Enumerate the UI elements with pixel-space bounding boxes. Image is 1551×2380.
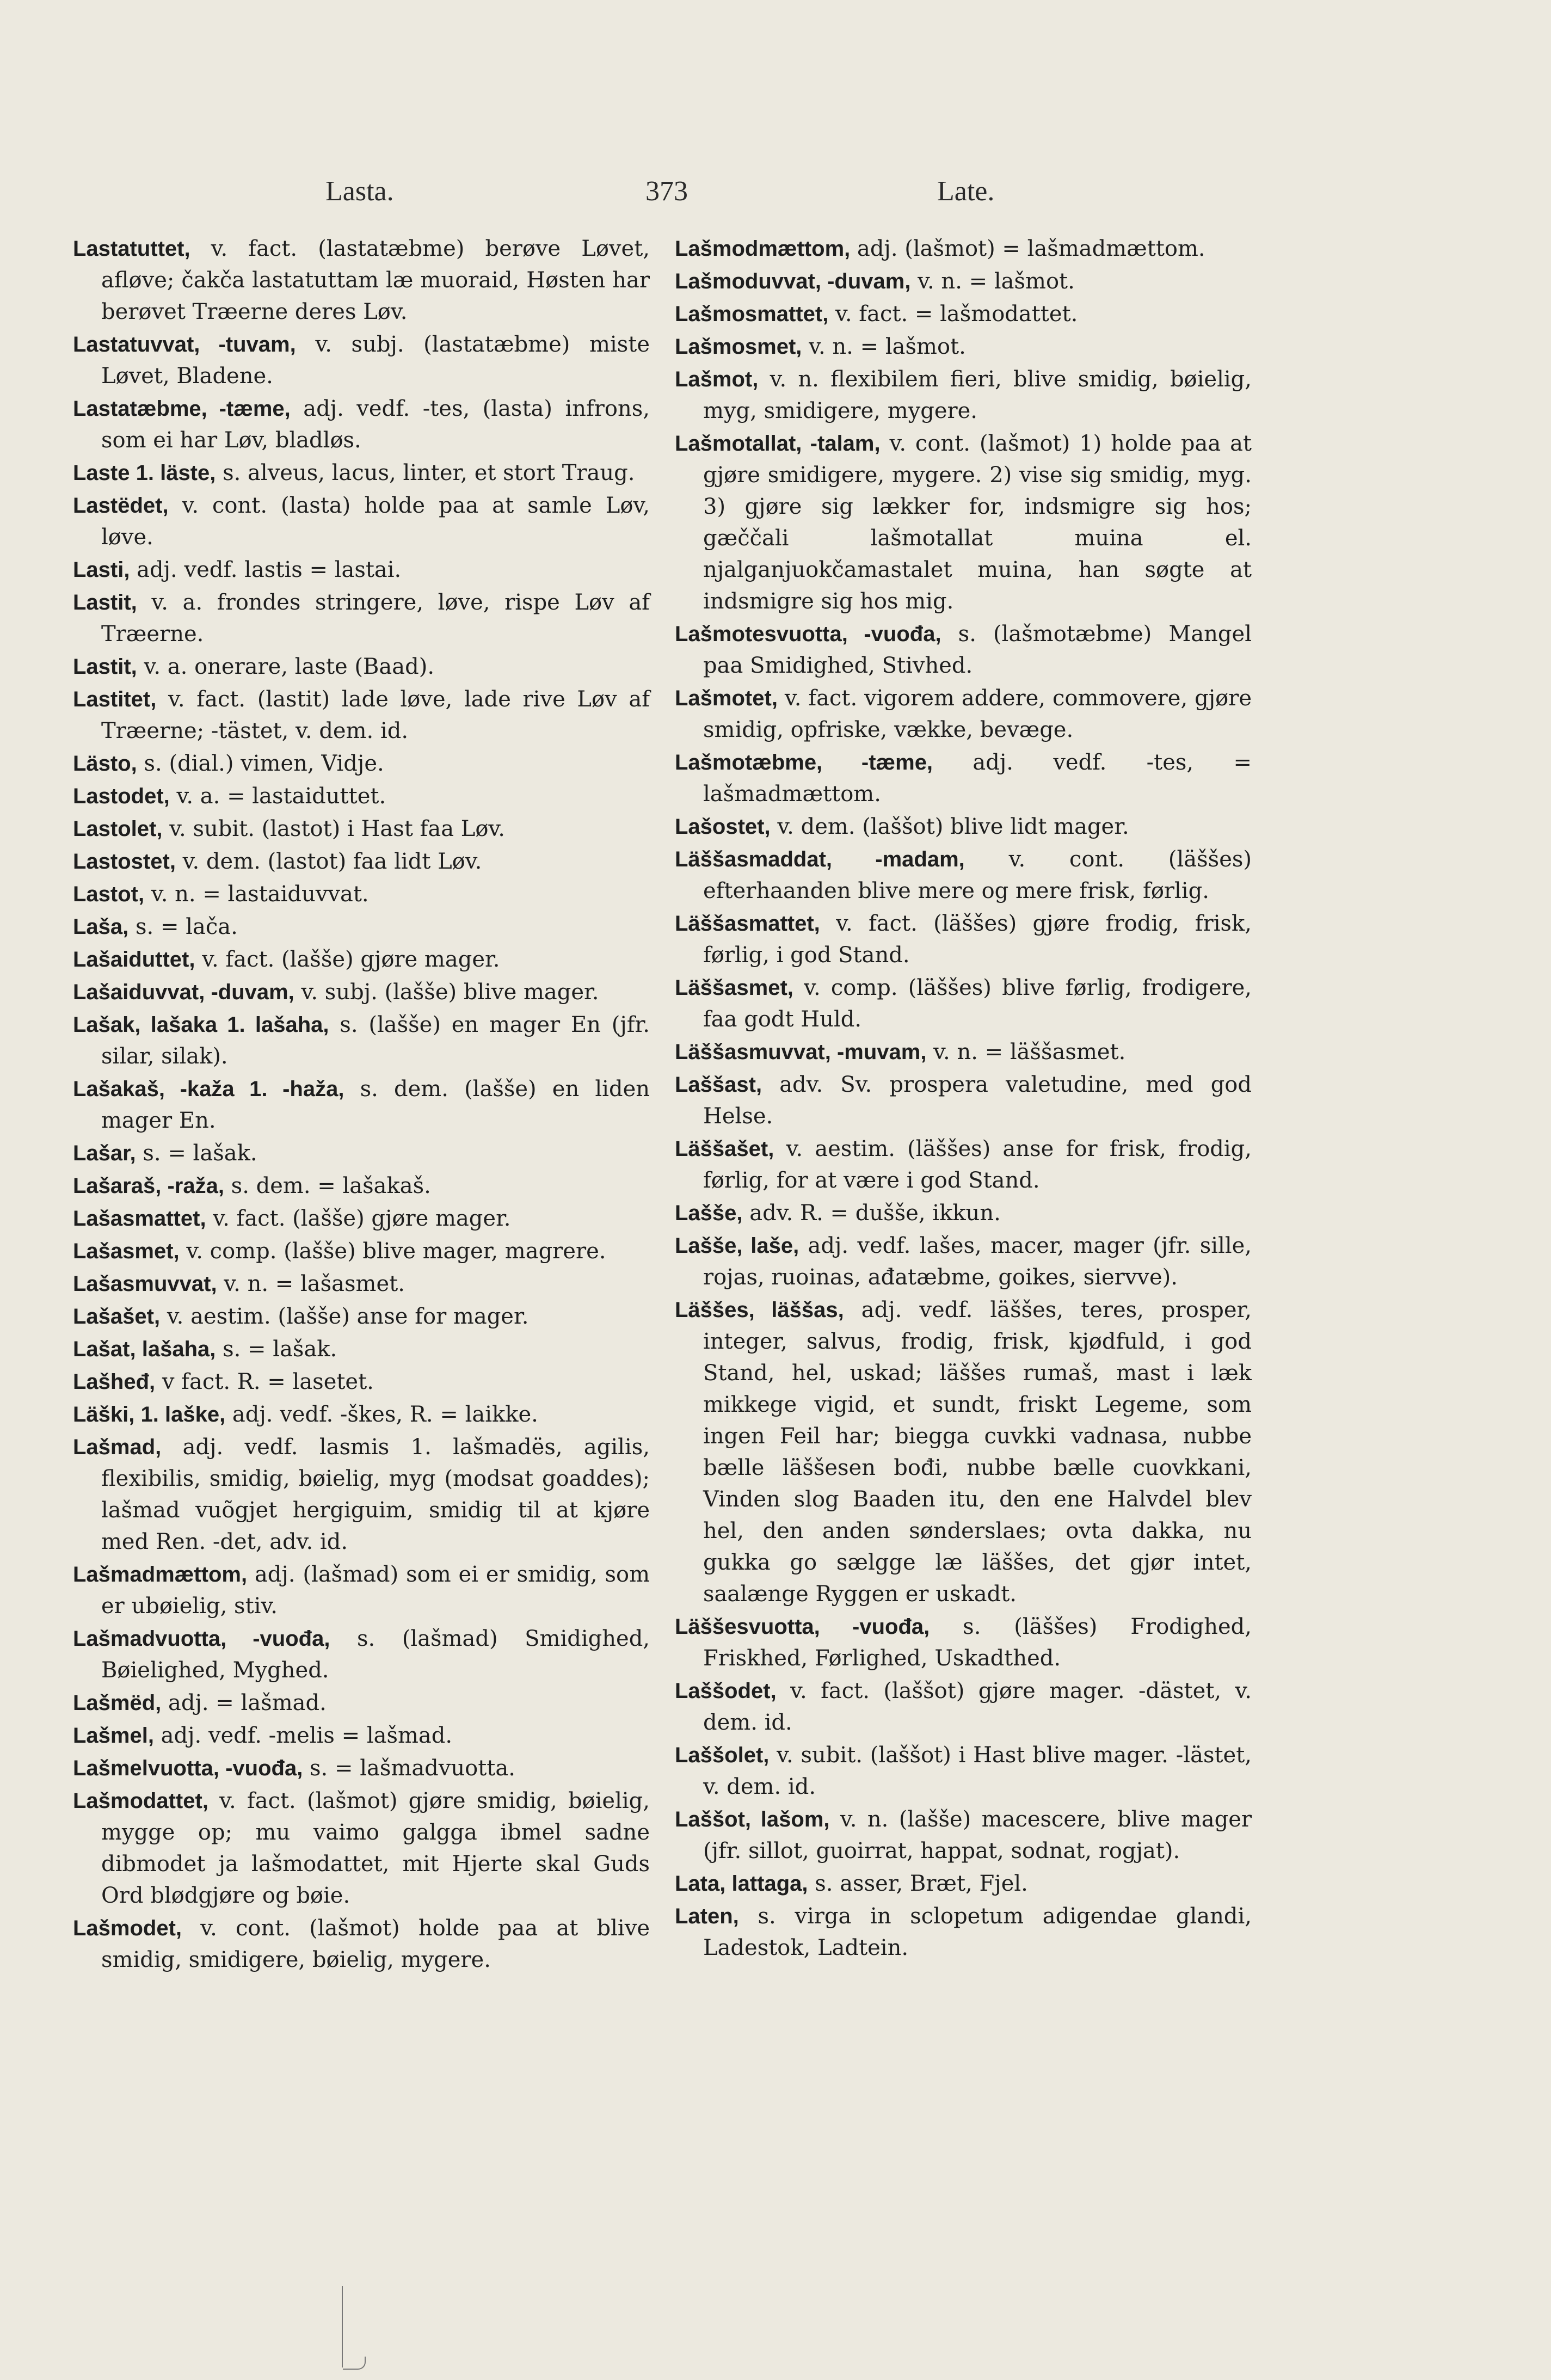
dictionary-entry xyxy=(675,1611,1252,1674)
entry-headword: Laššolet, xyxy=(675,1743,770,1767)
entry-definition: v. fact. = lašmodattet. xyxy=(828,302,1078,327)
entry-headword: Lastolet, xyxy=(73,817,163,841)
entry-headword: Lašasmattet, xyxy=(73,1207,206,1231)
dictionary-entry xyxy=(73,651,650,682)
entry-definition: s. (lašmad) Smidighed, Bøielighed, Myghed. xyxy=(101,1626,650,1683)
entry-headword: Lašašet, xyxy=(73,1305,161,1329)
entry-definition: v. cont. (lašmot) 1) holde paa at gjøre smidigere, mygere. 2) vise sig smidig, myg. 3) gjøre sig lækker for, indsmigre sig hos; gæččali lašmotallat muina el. njalganjuokčamastalet muina, han søgte at indsmigre sig hos mig. xyxy=(703,431,1252,614)
entry-definition: v. dem. (lastot) faa lidt Løv. xyxy=(175,849,482,874)
entry-definition: v. n. = läššasmet. xyxy=(926,1040,1126,1065)
entry-definition: v. fact. (lašše) gjøre mager. xyxy=(195,947,500,972)
entry-headword: Lašmadvuotta, -vuođa, xyxy=(73,1627,330,1651)
dictionary-entry xyxy=(73,1009,650,1072)
dictionary-entry xyxy=(73,1268,650,1300)
entry-definition: v. fact. vigorem addere, commovere, gjøre smidig, opfriske, vække, bevæge. xyxy=(703,686,1252,742)
dictionary-entry xyxy=(73,329,650,392)
dictionary-entry xyxy=(675,1294,1252,1610)
entry-headword: Lastitet, xyxy=(73,687,157,711)
margin-mark-curve xyxy=(343,2357,366,2370)
entry-definition: v fact. R. = lasetet. xyxy=(155,1369,374,1394)
dictionary-entry xyxy=(675,1901,1252,1964)
dictionary-entry xyxy=(73,1073,650,1136)
dictionary-entry xyxy=(73,1137,650,1169)
dictionary-entry xyxy=(675,1197,1252,1229)
dictionary-entry xyxy=(675,1739,1252,1803)
dictionary-entry xyxy=(73,1912,650,1976)
entry-headword: Lašmelvuotta, -vuođa, xyxy=(73,1756,303,1780)
dictionary-entry xyxy=(675,1230,1252,1293)
dictionary-entry xyxy=(675,428,1252,617)
entry-definition: adj. (lašmad) som ei er smidig, som er ubøielig, stiv. xyxy=(101,1562,650,1619)
entry-definition: s. (läššes) Frodighed, Friskhed, Førlighed, Uskadthed. xyxy=(703,1614,1252,1671)
entry-headword: Lašše, xyxy=(675,1201,743,1225)
entry-definition: v. n. = lašasmet. xyxy=(217,1271,405,1296)
dictionary-entry xyxy=(73,780,650,812)
entry-definition: v. fact. (läššes) gjøre frodig, frisk, førlig, i god Stand. xyxy=(703,911,1252,968)
entry-headword: Laššast, xyxy=(675,1073,762,1097)
dictionary-entry xyxy=(73,1752,650,1784)
dictionary-entry xyxy=(73,1687,650,1719)
entry-headword: Lastëdet, xyxy=(73,494,169,518)
dictionary-entry xyxy=(675,331,1252,362)
margin-mark xyxy=(342,2286,343,2367)
entry-definition: v. subj. (lašše) blive mager. xyxy=(294,980,599,1005)
entry-headword: Läššesvuotta, -vuođa, xyxy=(675,1615,930,1639)
dictionary-entry xyxy=(73,846,650,877)
entry-headword: Lašmot, xyxy=(675,367,759,391)
dictionary-entry xyxy=(73,1203,650,1234)
entry-headword: Läški, 1. laške, xyxy=(73,1403,226,1426)
entry-definition: v. subit. (laššot) i Hast blive mager. -lästet, v. dem. id. xyxy=(703,1743,1252,1799)
entry-definition: v. cont. (lašmot) holde paa at blive smidig, smidigere, bøielig, mygere. xyxy=(101,1916,650,1972)
dictionary-entry xyxy=(73,976,650,1008)
entry-definition: v. subj. (lastatæbme) miste Løvet, Bladene. xyxy=(101,332,650,389)
entry-headword: Läššasmet, xyxy=(675,976,793,1000)
dictionary-entry xyxy=(73,233,650,328)
entry-headword: Läššes, läššas, xyxy=(675,1298,844,1322)
entry-headword: Lašmadmættom, xyxy=(73,1563,248,1586)
entry-definition: adj. vedf. -škes, R. = laikke. xyxy=(225,1402,538,1427)
entry-headword: Laššodet, xyxy=(675,1679,777,1703)
dictionary-entry xyxy=(675,1133,1252,1196)
entry-definition: adj. = lašmad. xyxy=(161,1690,327,1715)
entry-headword: Lašmodmættom, xyxy=(675,237,851,261)
entry-definition: v. cont. (läššes) efterhaanden blive mere og mere frisk, førlig. xyxy=(703,847,1252,903)
dictionary-entry xyxy=(675,1804,1252,1867)
entry-headword: Lašmotet, xyxy=(675,686,778,710)
dictionary-entry xyxy=(73,1366,650,1398)
dictionary-entry xyxy=(73,490,650,553)
dictionary-entry xyxy=(675,618,1252,681)
entry-definition: v. aestim. (lašše) anse for mager. xyxy=(160,1304,529,1329)
dictionary-entry xyxy=(675,1868,1252,1899)
entry-headword: Läššasmattet, xyxy=(675,912,820,936)
entry-headword: Lašše, laše, xyxy=(675,1234,799,1258)
entry-definition: s. asser, Bræt, Fjel. xyxy=(808,1871,1028,1896)
dictionary-entry xyxy=(73,1720,650,1751)
entry-definition: v. fact. (laššot) gjøre mager. -dästet, v. dem. id. xyxy=(703,1678,1252,1735)
entry-headword: Lašaiduvvat, -duvam, xyxy=(73,980,294,1004)
dictionary-entry xyxy=(675,811,1252,842)
entry-headword: Lastot, xyxy=(73,882,145,906)
entry-definition: v. a. = lastaiduttet. xyxy=(169,784,386,809)
dictionary-entry xyxy=(73,748,650,779)
entry-headword: Lašheđ, xyxy=(73,1370,156,1394)
running-head-right: Late. xyxy=(937,176,995,207)
dictionary-entry xyxy=(73,1333,650,1365)
dictionary-entry xyxy=(73,878,650,910)
entry-definition: v. fact. (lastatæbme) berøve Løvet, afløve; čakča lastatuttam læ muoraid, Høsten har berøvet Træerne deres Løv. xyxy=(101,236,650,324)
entry-headword: Lašmotesvuotta, -vuođa, xyxy=(675,622,941,646)
entry-headword: Lašmotallat, -talam, xyxy=(675,432,881,456)
entry-definition: adj. vedf. -tes, (lasta) infrons, som ei har Løv, bladløs. xyxy=(101,396,650,453)
entry-headword: Lašaiduttet, xyxy=(73,948,195,971)
entry-headword: Laššot, lašom, xyxy=(675,1807,830,1831)
entry-headword: Lastatuttet, xyxy=(73,237,190,261)
entry-headword: Lašar, xyxy=(73,1141,136,1165)
entry-headword: Lašmel, xyxy=(73,1724,154,1748)
entry-definition: v. subit. (lastot) i Hast faa Løv. xyxy=(162,816,505,841)
running-head-left: Lasta. xyxy=(325,176,394,207)
dictionary-entry xyxy=(675,844,1252,907)
dictionary-entry xyxy=(675,682,1252,746)
left-column xyxy=(73,233,650,1977)
entry-definition: v. comp. (läššes) blive førlig, frodigere, faa godt Huld. xyxy=(703,975,1252,1032)
entry-headword: Lašmëd, xyxy=(73,1691,162,1715)
entry-definition: adv. R. = dušše, ikkun. xyxy=(742,1201,1001,1226)
entry-headword: Lastatuvvat, -tuvam, xyxy=(73,333,296,356)
entry-headword: Lašmodattet, xyxy=(73,1789,208,1813)
page-header xyxy=(0,175,1551,219)
entry-headword: Läššasmaddat, -madam, xyxy=(675,847,965,871)
entry-headword: Lašaraš, -raža, xyxy=(73,1174,224,1198)
dictionary-entry xyxy=(675,1069,1252,1132)
entry-definition: v. n. = lašmot. xyxy=(910,269,1075,294)
right-column xyxy=(675,233,1252,1965)
entry-headword: Lašmosmet, xyxy=(675,335,802,359)
entry-definition: v. n. (lašše) macescere, blive mager (jfr. sillot, guoirrat, happat, sodnat, rogjat). xyxy=(703,1807,1252,1864)
entry-definition: v. fact. (lašmot) gjøre smidig, bøielig, mygge op; mu vaimo galgga ibmel sadne dibmodet ja lašmodattet, mit Hjerte skal Guds Ord blødgjøre og bøie. xyxy=(101,1788,650,1908)
entry-headword: Lašasmet, xyxy=(73,1239,180,1263)
entry-definition: s. = lašmadvuotta. xyxy=(303,1756,515,1781)
entry-headword: Lastit, xyxy=(73,655,137,679)
entry-definition: v. n. = lašmot. xyxy=(802,334,966,359)
dictionary-entry xyxy=(675,908,1252,971)
dictionary-entry xyxy=(73,393,650,456)
entry-definition: v. fact. (lastit) lade løve, lade rive Løv af Træerne; -tästet, v. dem. id. xyxy=(101,687,650,743)
entry-definition: v. dem. (laššot) blive lidt mager. xyxy=(770,814,1129,839)
entry-headword: Lasti, xyxy=(73,558,130,582)
entry-headword: Lašostet, xyxy=(675,815,771,839)
entry-headword: Lašmodet, xyxy=(73,1916,182,1940)
dictionary-entry xyxy=(73,1431,650,1558)
entry-definition: s. dem. = lašakaš. xyxy=(224,1173,431,1198)
dictionary-entry xyxy=(675,298,1252,330)
entry-headword: Lašmotæbme, -tæme, xyxy=(675,751,933,774)
dictionary-entry xyxy=(675,266,1252,297)
dictionary-entry xyxy=(73,1399,650,1430)
page-number: 373 xyxy=(645,176,688,207)
entry-definition: s. = lašak. xyxy=(216,1337,337,1362)
entry-headword: Laten, xyxy=(675,1904,739,1928)
dictionary-entry xyxy=(73,457,650,489)
entry-definition: s. (lašmotæbme) Mangel paa Smidighed, Stivhed. xyxy=(703,622,1252,678)
entry-definition: adj. vedf. läššes, teres, prosper, integer, salvus, frodig, frisk, kjødfuld, i god Stand, hel, uskad; läššes rumaš, mast i læk mikkege vigid, et sundt, friskt Legeme, som ingen Feil har; biegga cuvkki vadnasa, nubbe bælle läššesen bođi, nubbe bælle cuovkkani, Vinden slog Baaden itu, den ene Halvdel blev hel, den anden sønderslaes; ovta dakka, nu gukka go sælgge læ läššes, det gjør intet, saalænge Ryggen er uskadt. xyxy=(703,1297,1252,1607)
entry-headword: Lašakaš, -kaža 1. -haža, xyxy=(73,1077,344,1101)
entry-headword: Lastatæbme, -tæme, xyxy=(73,397,291,421)
entry-headword: Lastit, xyxy=(73,591,137,614)
dictionary-entry xyxy=(73,911,650,943)
entry-definition: v. a. frondes stringere, løve, rispe Løv af Træerne. xyxy=(101,590,650,647)
entry-headword: Lašasmuvvat, xyxy=(73,1272,217,1296)
entry-definition: adj. vedf. lastis = lastai. xyxy=(130,557,402,582)
entry-definition: adv. Sv. prospera valetudine, med god Helse. xyxy=(703,1072,1252,1129)
entry-definition: s. (dial.) vimen, Vidje. xyxy=(137,751,384,776)
dictionary-entry xyxy=(73,1785,650,1911)
entry-headword: Lašmoduvvat, -duvam, xyxy=(675,269,911,293)
dictionary-entry xyxy=(675,233,1252,265)
entry-headword: Lastodet, xyxy=(73,784,170,808)
entry-headword: Lästo, xyxy=(73,752,137,776)
entry-headword: Lašmad, xyxy=(73,1435,162,1459)
entry-definition: v. n. = lastaiduvvat. xyxy=(144,882,369,907)
dictionary-entry xyxy=(73,944,650,975)
dictionary-entry xyxy=(73,1623,650,1686)
entry-definition: v. n. flexibilem fieri, blive smidig, bøielig, myg, smidigere, mygere. xyxy=(703,367,1252,423)
entry-definition: v. a. onerare, laste (Baad). xyxy=(137,654,435,679)
entry-definition: adj. vedf. -tes, = lašmadmættom. xyxy=(703,750,1252,807)
entry-definition: adj. vedf. -melis = lašmad. xyxy=(153,1723,453,1748)
entry-definition: v. cont. (lasta) holde paa at samle Løv, løve. xyxy=(101,493,650,550)
entry-headword: Laša, xyxy=(73,915,129,939)
entry-definition: s. dem. (lašše) en liden mager En. xyxy=(101,1077,650,1133)
entry-definition: v. fact. (lašše) gjøre mager. xyxy=(206,1206,511,1231)
dictionary-entry xyxy=(73,813,650,845)
entry-definition: s. alveus, lacus, linter, et stort Traug. xyxy=(216,460,635,485)
entry-definition: adj. vedf. lasmis 1. lašmadës, agilis, flexibilis, smidig, bøielig, myg (modsat goaddes); lašmad vuõgjet hergiguim, smidig til at kjøre med Ren. -det, adv. id. xyxy=(101,1435,650,1554)
dictionary-entry xyxy=(675,1036,1252,1068)
dictionary-entry xyxy=(73,587,650,650)
entry-definition: s. (lašše) en mager En (jfr. silar, silak). xyxy=(101,1012,650,1069)
entry-definition: s. = lašak. xyxy=(136,1141,257,1166)
entry-definition: v. comp. (lašše) blive mager, magrere. xyxy=(179,1239,606,1264)
dictionary-entry xyxy=(73,1170,650,1202)
entry-headword: Lašak, lašaka 1. lašaha, xyxy=(73,1013,329,1037)
entry-headword: Lastostet, xyxy=(73,850,176,874)
dictionary-entry xyxy=(73,1559,650,1622)
dictionary-entry xyxy=(675,972,1252,1035)
dictionary-entry xyxy=(73,684,650,747)
dictionary-entry xyxy=(675,747,1252,810)
entry-definition: adj. vedf. lašes, macer, mager (jfr. sille, rojas, ruoinas, ađatæbme, goikes, siervve). xyxy=(703,1233,1252,1290)
entry-definition: s. virga in sclopetum adigendae glandi, Ladestok, Ladtein. xyxy=(703,1904,1252,1960)
entry-headword: Lašat, lašaha, xyxy=(73,1337,216,1361)
dictionary-entry xyxy=(73,554,650,586)
entry-definition: adj. (lašmot) = lašmadmættom. xyxy=(850,236,1205,261)
dictionary-entry xyxy=(73,1301,650,1332)
entry-headword: Lašmosmattet, xyxy=(675,302,829,326)
entry-definition: s. = lača. xyxy=(128,914,238,939)
entry-definition: v. aestim. (läššes) anse for frisk, frodig, førlig, for at være i god Stand. xyxy=(703,1136,1252,1193)
dictionary-entry xyxy=(73,1235,650,1267)
entry-headword: Läššašet, xyxy=(675,1137,774,1161)
entry-headword: Lata, lattaga, xyxy=(675,1872,808,1896)
entry-headword: Laste 1. läste, xyxy=(73,461,216,485)
entry-headword: Läššasmuvvat, -muvam, xyxy=(675,1040,927,1064)
dictionary-entry xyxy=(675,364,1252,427)
dictionary-entry xyxy=(675,1675,1252,1738)
